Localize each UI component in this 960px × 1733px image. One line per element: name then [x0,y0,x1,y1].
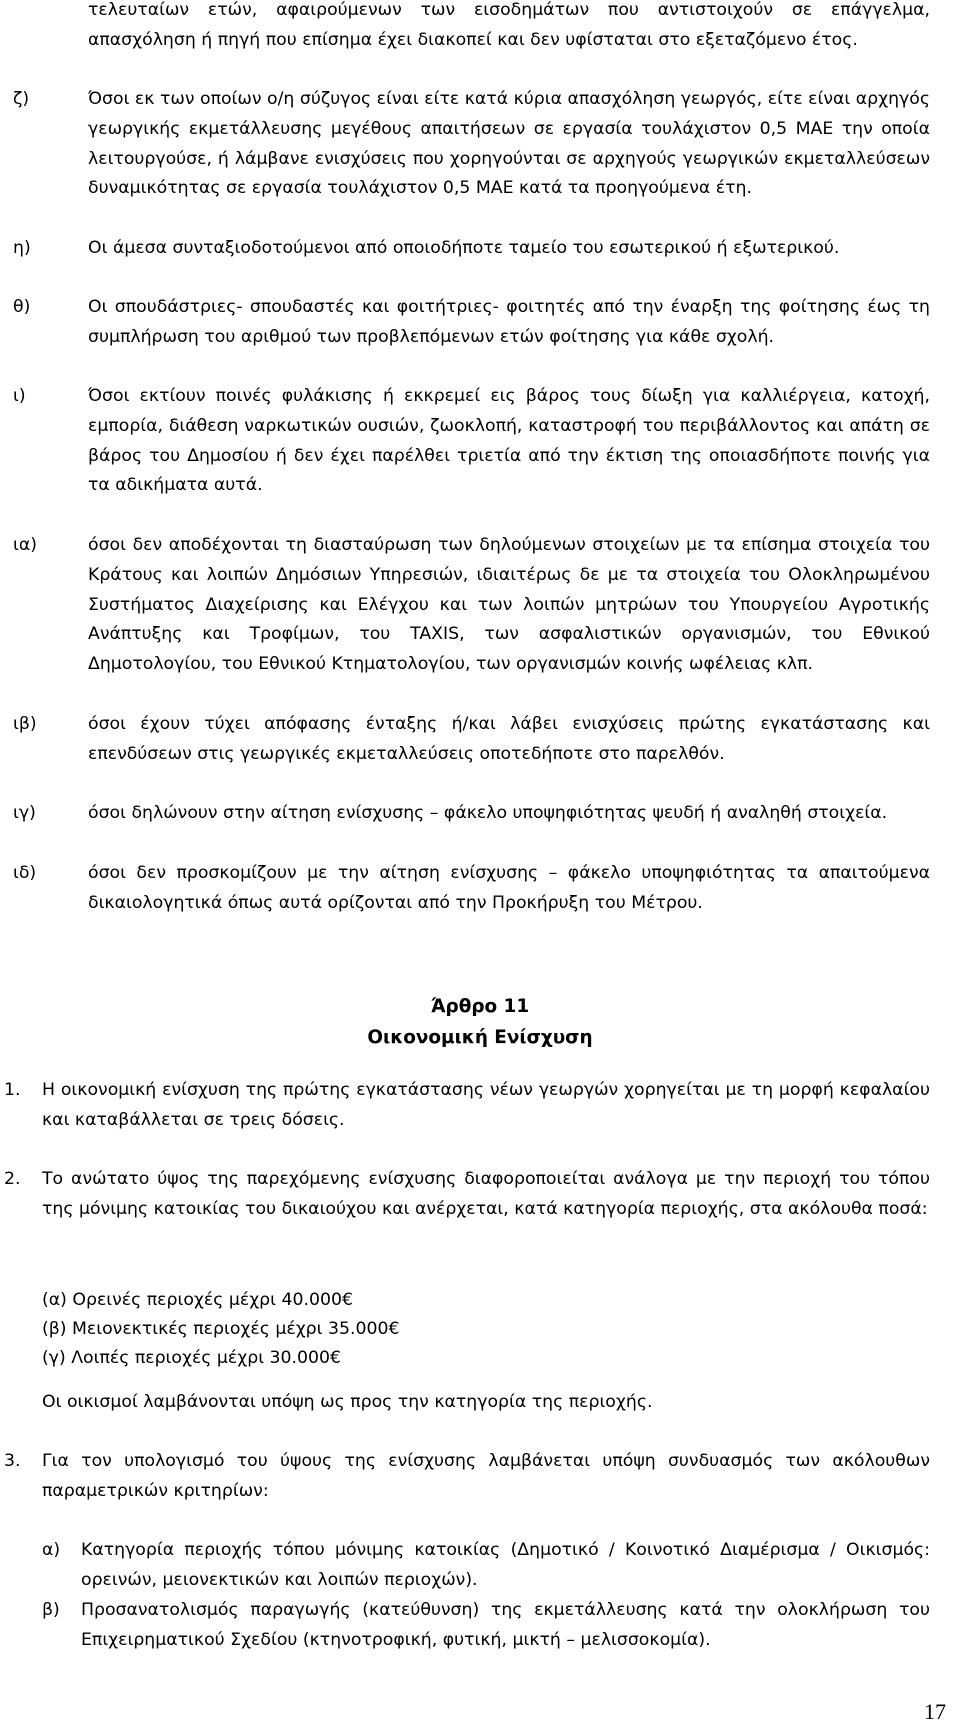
criterion-ib [13,710,930,770]
paragraph-text: Η οικονομική ενίσχυση της πρώτης εγκατάστασης νέων γεωργών χορηγείται με τη μορφή κεφαλαίου και καταβάλλεται σε τρεις δόσεις. [42,1080,930,1130]
criterion-ia [13,531,930,680]
article-number: Άρθρο 11 [430,996,530,1017]
criterion-text: όσοι δηλώνουν στην αίτηση ενίσχυσης – φάκελο υποψηφιότητας ψευδή ή αναληθή στοιχεία. [88,803,888,823]
paragraph-1 [4,1076,930,1136]
criterion-text: όσοι δεν αποδέχονται τη διασταύρωση των δηλούμενων στοιχείων με τα επίσημα στοιχεία του Κράτους και λοιπών Δημόσιων Υπηρεσιών, ιδιαιτέρως δε με τα στοιχεία του Ολοκληρωμένου Συστήματος Διαχείρισης και Ελέγχου και των λοιπών μητρώων του Υπουργείου Αγροτικής Ανάπτυξης και Τροφίμων, του TAXIS, των ασφαλιστικών οργανισμών, του Εθνικού Δημοτολογίου, του Εθνικού Κτηματολογίου, των οργανισμών κοινής ωφέλειας κλπ. [88,535,930,675]
criterion-marker: η) [13,238,31,258]
paragraph-text: Για τον υπολογισμό του ύψους της ενίσχυσης λαμβάνεται υπόψη συνδυασμός των ακόλουθων παραμετρικών κριτηρίων: [42,1451,930,1501]
criterion-marker: ιγ) [13,803,36,823]
intro-continuation: τελευταίων ετών, αφαιρούμενων των εισοδημάτων που αντιστοιχούν σε επάγγελμα, απασχόληση ή πηγή που επίσημα έχει διακοπεί και δεν υφίσταται στο εξεταζόμενο έτος. [88,0,930,50]
criterion-text: Οι σπουδάστριες- σπουδαστές και φοιτήτριες- φοιτητές από την έναρξη της φοίτησης έως τη συμπλήρωση του αριθμού των προβλεπόμενων ετών φοίτησης για κάθε σχολή. [88,297,930,347]
paragraph-marker: 2. [4,1169,21,1189]
amount-label: (α) Ορεινές περιοχές μέχρι 40.000 [42,1290,342,1310]
criterion-text: όσοι δεν προσκομίζουν με την αίτηση ενίσχυσης – φάκελο υποψηφιότητας τα απαιτούμενα δικαιολογητικά όπως αυτά ορίζονται από την Προκήρυξη του Μέτρου. [88,863,930,913]
euro-icon: € [341,1290,353,1310]
criterion-marker: ζ) [13,89,30,109]
parameter-text: Προσανατολισμός παραγωγής (κατεύθυνση) της εκμετάλλευσης κατά την ολοκλήρωση του Επιχειρηματικού Σχεδίου (κτηνοτροφική, φυτική, μικτή – μελισσοκομία). [81,1600,930,1650]
paragraph-marker: 1. [4,1080,21,1100]
criterion-marker: ιδ) [13,863,37,883]
criterion-marker: ια) [13,535,37,555]
amount-mountain [42,1286,353,1316]
criterion-text: όσοι έχουν τύχει απόφασης ένταξης ή/και λάβει ενισχύσεις πρώτης εγκατάστασης και επενδύσεων στις γεωργικές εκμεταλλεύσεις οποτεδήποτε στο παρελθόν. [88,714,930,764]
paragraph-3 [4,1447,930,1507]
amount-other [42,1344,341,1374]
parameter-marker: α) [42,1540,61,1560]
criterion-text: Όσοι εκτίουν ποινές φυλάκισης ή εκκρεμεί εις βάρος τους δίωξη για καλλιέργεια, κατοχή, εμπορία, διάθεση ναρκωτικών ουσιών, ζωοκλοπή, καταστροφή του περιβάλλοντος και απάτη σε βάρος του Δημοσίου ή δεν έχει παρέλθει τριετία από την έκτιση της οποιασδήποτε ποινής για τα αδικήματα αυτά. [88,386,930,496]
criterion-marker: θ) [13,297,31,317]
parameter-text: Κατηγορία περιοχής τόπου μόνιμης κατοικίας (Δημοτικό / Κοινοτικό Διαμέρισμα / Οικισμός: ορεινών, μειονεκτικών και λοιπών περιοχών). [81,1540,930,1590]
criterion-i [13,234,930,264]
criterion-id [13,859,930,919]
criterion-text: Οι άμεσα συνταξιοδοτούμενοι από οποιοδήποτε ταμείο του εσωτερικού ή εξωτερικού. [88,238,840,258]
criterion-iota [13,382,930,501]
amounts-note: Οι οικισμοί λαμβάνονται υπόψη ως προς την κατηγορία της περιοχής. [42,1392,653,1412]
parameter-b [42,1596,930,1656]
amount-label: (β) Μειονεκτικές περιοχές μέχρι 35.000 [42,1319,389,1339]
euro-icon: € [330,1348,342,1368]
paragraph-text: Το ανώτατο ύψος της παρεχόμενης ενίσχυσης διαφοροποιείται ανάλογα με την περιοχή του τόπου της μόνιμης κατοικίας του δικαιούχου και ανέρχεται, κατά κατηγορία περιοχής, στα ακόλουθα ποσά: [42,1169,930,1219]
amount-less-favoured [42,1315,399,1345]
paragraph-marker: 3. [4,1451,21,1471]
euro-icon: € [388,1319,400,1339]
criterion-text: Όσοι εκ των οποίων ο/η σύζυγος είναι είτε κατά κύρια απασχόληση γεωργός, είτε είναι αρχηγός γεωργικής εκμετάλλευσης μεγέθους απαιτήσεων σε εργασία τουλάχιστον 0,5 ΜΑΕ την οποία λειτουργούσε, ή λάμβανε ενισχύσεις που χορηγούνται σε αρχηγούς γεωργικών εκμεταλλεύσεων δυναμικότητας σε εργασία τουλάχιστον 0,5 ΜΑΕ κατά τα προηγούμενα έτη. [88,89,930,199]
article-title: Οικονομική Ενίσχυση [367,1027,593,1048]
criterion-ig [13,799,930,829]
paragraph-2 [4,1165,930,1225]
criterion-z [13,85,930,204]
parameter-marker: β) [42,1600,60,1620]
criterion-th [13,293,930,353]
page-number: 17 [924,1699,946,1724]
criterion-marker: ιβ) [13,714,37,734]
parameter-a [42,1536,930,1596]
criterion-marker: ι) [13,386,26,406]
amount-label: (γ) Λοιπές περιοχές μέχρι 30.000 [42,1348,331,1368]
